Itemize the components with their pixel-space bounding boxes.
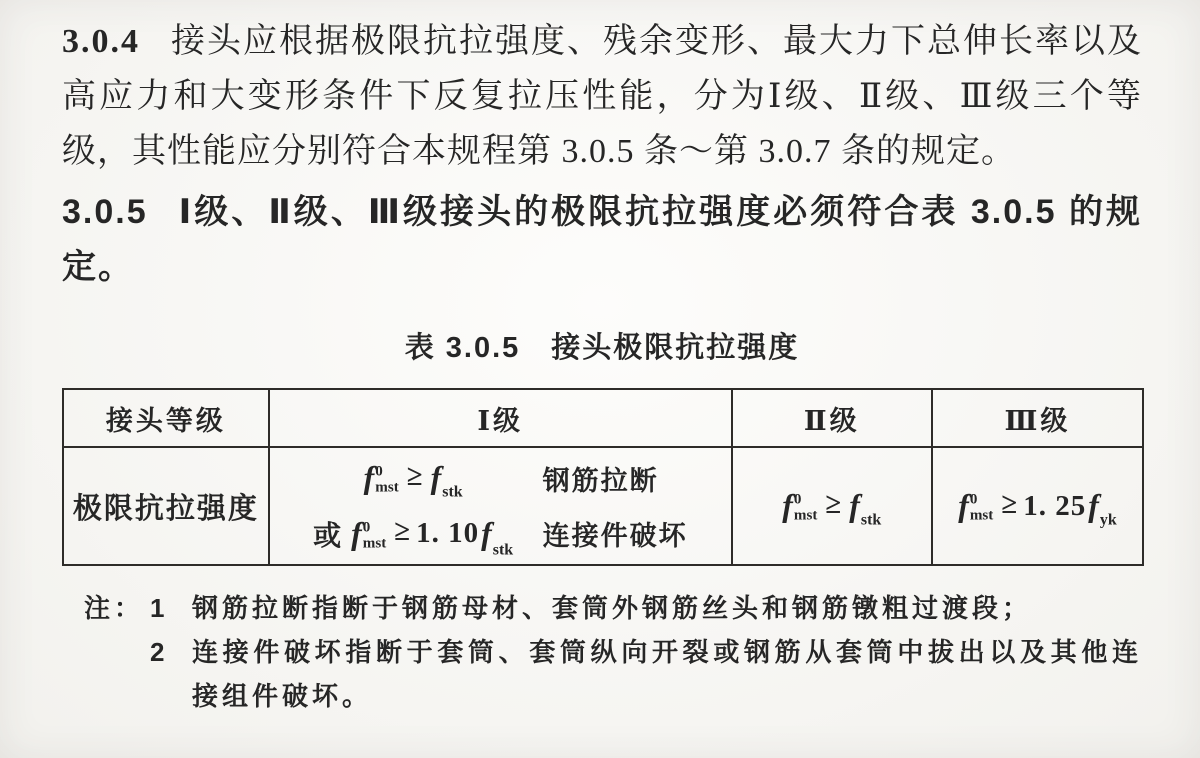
formula-grade1-line2: 或 f 0 mst ≥ 1. 10 f stk [313,515,514,559]
table-3-0-5 [62,388,1144,566]
table-body-row [63,447,1143,565]
row-label: 极限抗拉强度 [72,492,259,525]
note-number: 1 [150,593,169,623]
grade-1-cell [269,447,732,565]
clause-number: 3.0.4 [62,23,140,60]
note-number: 2 [150,637,169,667]
clause-number: 3.0.5 [62,193,148,231]
clause-text: 接头应根据极限抗拉强度、残余变形、最大力下总伸长率以及高应力和大变形条件下反复拉压性能，分为Ⅰ级、Ⅱ级、Ⅲ级三个等级，其性能应分别符合本规程第 3.0.5 条～第 3.0.7 条的规定。 [62,23,1142,170]
failure-mode-label-connector-failure: 连接件破坏 [542,521,688,551]
formula-grade1-line1: f 0 mst ≥ f stk [363,459,463,501]
table-header-row [63,389,1143,447]
failure-mode-label-rebar-break: 钢筋拉断 [542,465,659,496]
header-grade-3: Ⅲ级 [932,389,1143,447]
note-text: 钢筋拉断指断于钢筋母材、套筒外钢筋丝头和钢筋镦粗过渡段； [192,593,1033,623]
table-notes [62,586,1142,718]
header-grade-2: Ⅱ级 [732,389,932,447]
grade-3-cell [932,447,1143,565]
note-text: 连接件破坏指断于套筒、套筒纵向开裂或钢筋从套筒中拔出以及其他连接组件破坏。 [192,637,1142,711]
table-caption: 表 3.0.5 接头极限抗拉强度 [404,332,800,364]
formula-grade3: f 0 mst ≥ 1. 25 f yk [958,487,1117,529]
header-joint-grade: 接头等级 [63,389,269,447]
row-label-cell [63,447,269,565]
clause-3-0-4 [62,14,1142,179]
notes-label: 注： [84,593,145,623]
grade-2-cell [732,447,932,565]
clause-3-0-5 [62,185,1142,295]
header-grade-1: Ⅰ级 [269,389,732,447]
clause-text: Ⅰ级、Ⅱ级、Ⅲ级接头的极限抗拉强度必须符合表 3.0.5 的规定。 [62,193,1142,286]
note-item-2 [62,630,1142,718]
note-item-1 [62,586,1142,630]
formula-grade2: f 0 mst ≥ f stk [782,487,882,529]
